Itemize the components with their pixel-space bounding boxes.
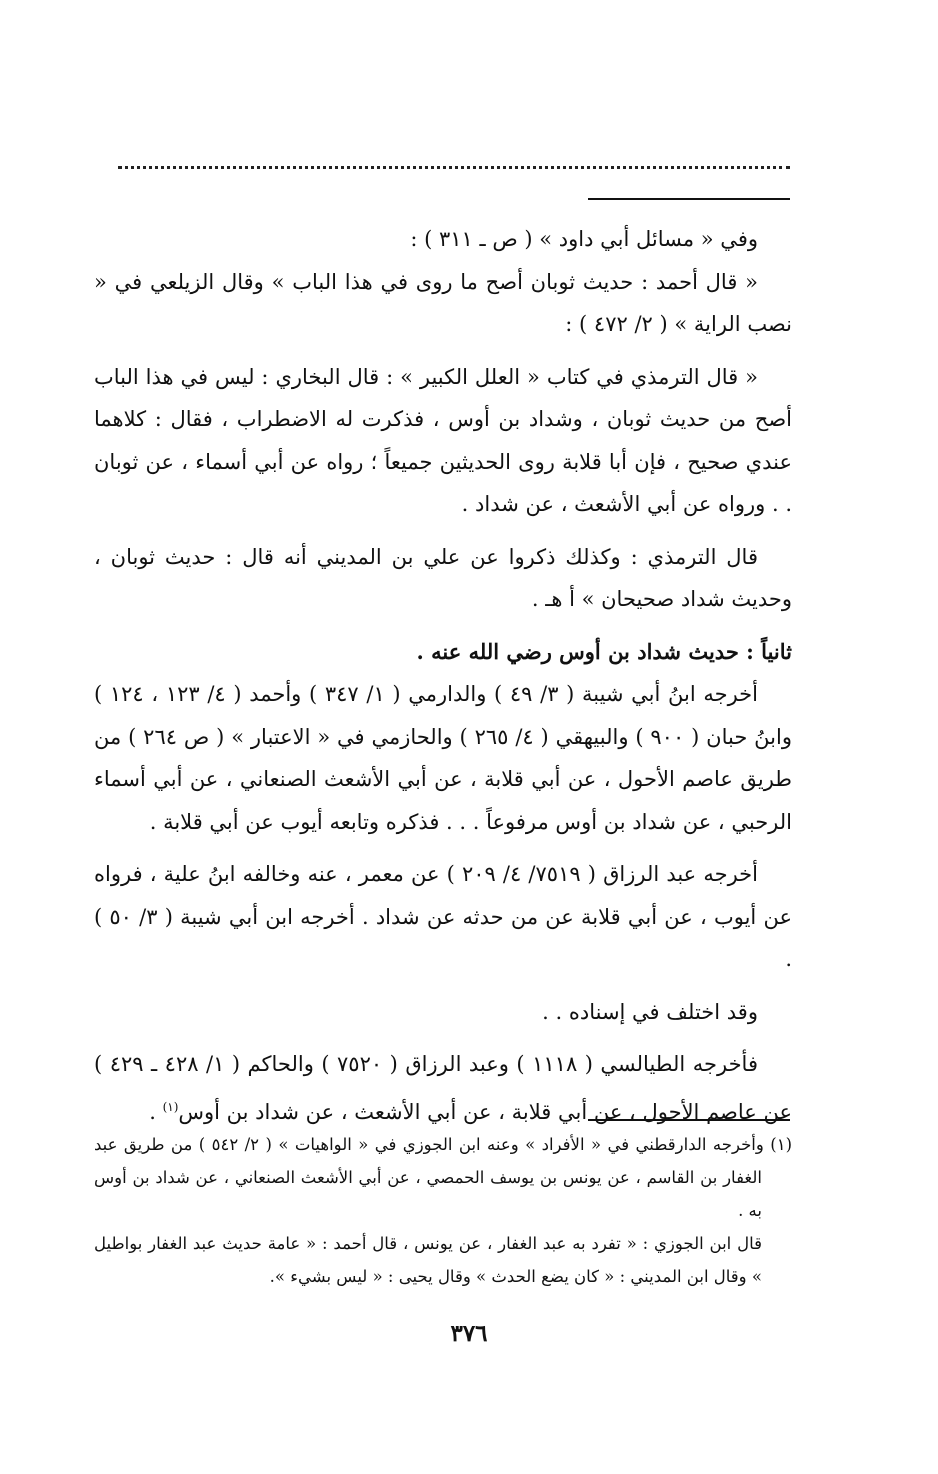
footnote-1: (١) وأخرجه الدارقطني في « الأفراد » وعنه ابن الجوزي في « الواهيات » ( ٢/ ٥٤٢ ) من طريق عبد الغفار بن القاسم ، عن يونس بن يوسف الحمصي ، عن أبي الأشعث الصنعاني ، عن شداد بن أوس به . xyxy=(94,1135,792,1220)
paragraph-tirmidhi-ilal: « قال الترمذي في كتاب « العلل الكبير » : قال البخاري : ليس في هذا الباب أصح من حديث ثوبان ، وشداد بن أوس ، فذكرت له الاضطراب ، فقال : كلاهما عندي صحيح ، فإن أبا قلابة روى الحديثين جميعاً ؛ رواه عن أبي أسماء ، عن ثوبان . . ورواه عن أبي الأشعث ، عن شداد . xyxy=(94,364,792,516)
paragraph-masail: وفي « مسائل أبي داود » ( ص ـ ٣١١ ) : xyxy=(410,227,758,251)
section-heading-text: حديث شداد بن أوس رضي الله عنه . xyxy=(416,638,739,664)
section-heading xyxy=(94,631,792,674)
paragraph-tirmidhi-madini: قال الترمذي : وكذلك ذكروا عن علي بن المديني أنه قال : حديث ثوبان ، وحديث شداد صحيحان » أ هـ . xyxy=(94,544,792,611)
page-number: ٣٧٦ xyxy=(450,1320,488,1347)
footnote-rule xyxy=(588,1119,790,1121)
paragraph-tayalisi-text: فأخرجه الطيالسي ( ١١١٨ ) وعبد الرزاق ( ٧٥٢٠ ) والحاكم ( ١/ ٤٢٨ ـ ٤٢٩ ) عن عاصم الأحول ، عن أبي قلابة ، عن أبي الأشعث ، عن شداد بن أوس xyxy=(94,1052,792,1124)
paragraph-abdurrazzaq: أخرجه عبد الرزاق ( ٧٥١٩/ ٤/ ٢٠٩ ) عن معمر ، عنه وخالفه ابنُ علية ، فرواه عن أيوب ، عن أبي قلابة عن من حدثه عن شداد . أخرجه ابن أبي شيبة ( ٣/ ٥٠ ) . xyxy=(94,862,792,971)
footnotes xyxy=(94,1128,792,1293)
dotted-separator xyxy=(118,166,790,169)
paragraph-tayalisi-end: . xyxy=(149,1099,163,1124)
paragraph-ikhtilaf: وقد اختلف في إسناده . . xyxy=(542,999,758,1024)
paragraph-takhrij: أخرجه ابنُ أبي شيبة ( ٣/ ٤٩ ) والدارمي ( ١/ ٣٤٧ ) وأحمد ( ٤/ ١٢٣ ، ١٢٤ ) وابنُ حبان ( ٩٠٠ ) والبيهقي ( ٤/ ٢٦٥ ) والحازمي في « الاعتبار » ( ص ٢٦٤ ) من طريق عاصم الأحول ، عن أبي قلابة ، عن أبي الأشعث الصنعاني ، عن أبي أسماء الرحبي ، عن شداد بن أوس مرفوعاً . . . فذكره وتابعه أيوب عن أبي قلابة . xyxy=(94,682,792,834)
footnote-1-continued: قال ابن الجوزي : « تفرد به عبد الغفار ، عن يونس ، قال أحمد : « عامة حديث عبد الغفار بواطيل » وقال ابن المديني : « كان يضع الحدث » وقال يحيى : « ليس بشيء ». xyxy=(94,1234,762,1286)
section-heading-label: ثانياً : xyxy=(746,638,792,664)
top-rule xyxy=(588,198,790,200)
paragraph-ahmad-quote: « قال أحمد : حديث ثوبان أصح ما روى في هذا الباب » وقال الزيلعي في « نصب الراية » ( ٢/ ٤٧٢ ) : xyxy=(94,269,792,336)
main-text xyxy=(94,218,792,1133)
footnote-reference[interactable]: (١) xyxy=(162,1099,179,1114)
